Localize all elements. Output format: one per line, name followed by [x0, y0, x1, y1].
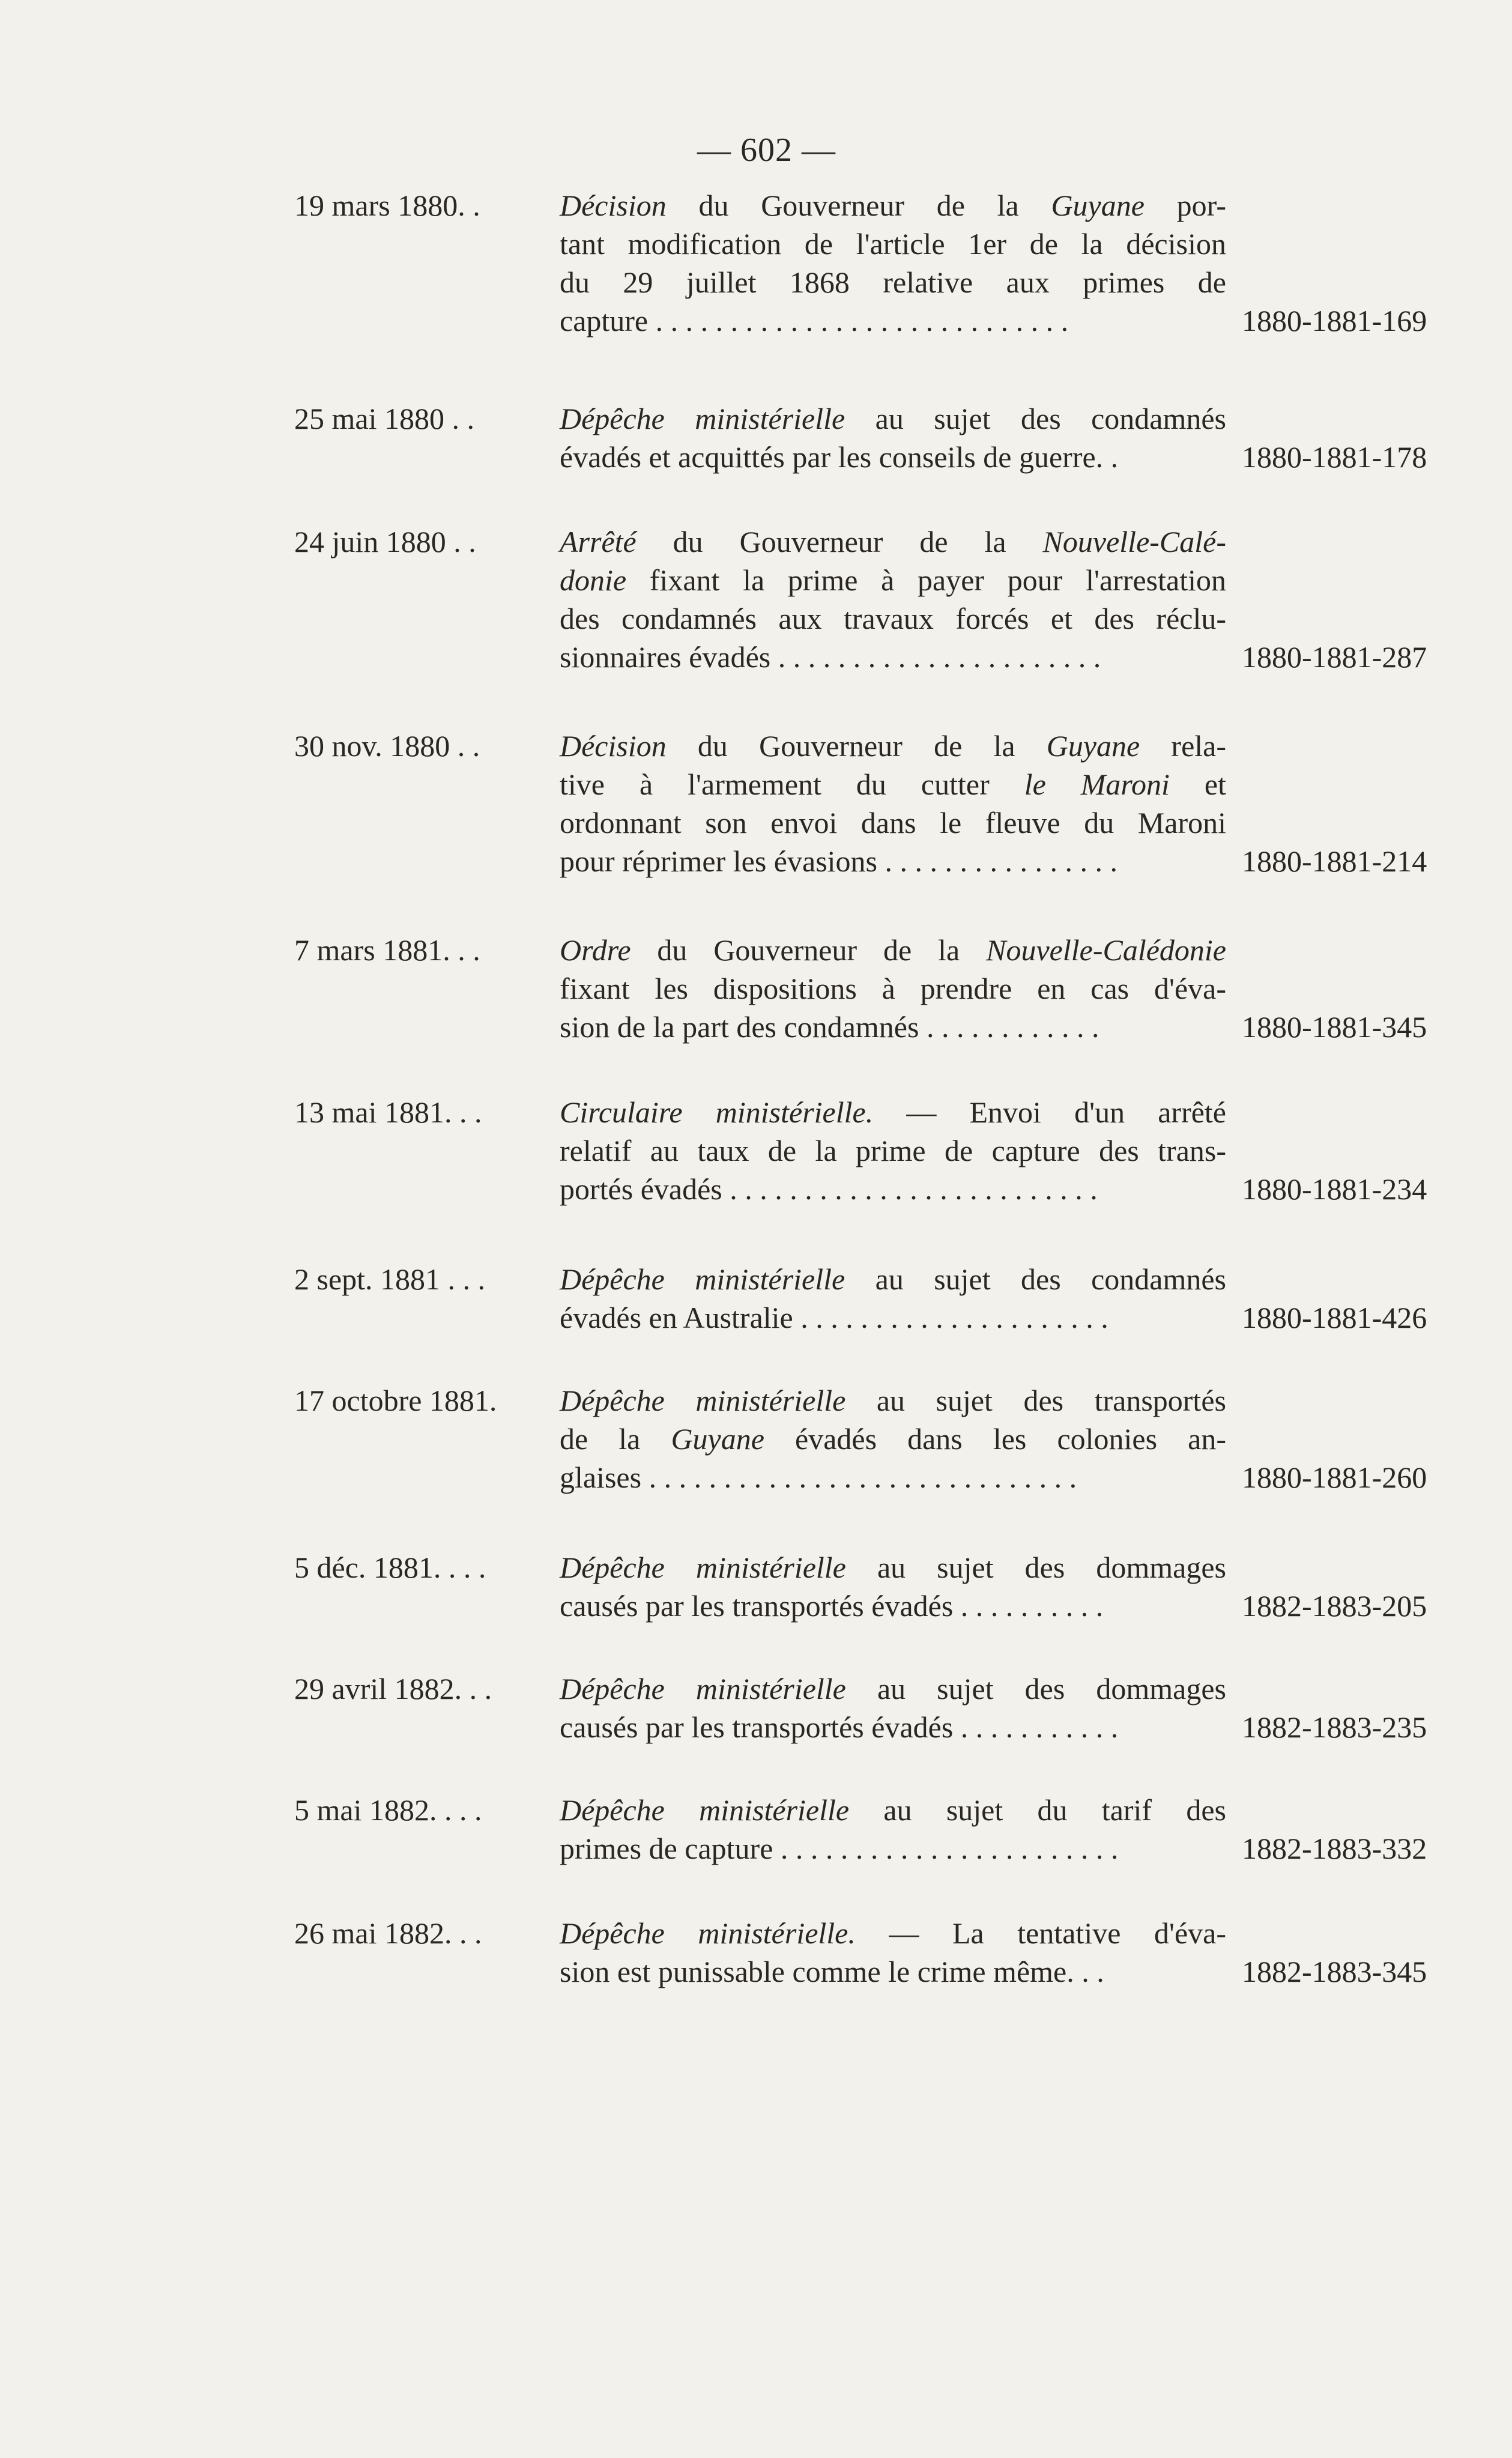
text-run: fixant la prime à payer pour l'arrestation	[626, 563, 1226, 597]
entry-reference: 1880-1881-426	[1242, 1301, 1427, 1334]
description-line	[560, 1829, 1226, 1868]
page-number-text: — 602 —	[697, 132, 836, 169]
description-line	[560, 225, 1226, 263]
italic-text: Ordre	[560, 933, 631, 967]
entry-description	[560, 1791, 1226, 1868]
italic-text: Nouvelle-Calédonie	[986, 933, 1226, 967]
text-run: évadés et acquittés par les conseils de guerre. .	[560, 440, 1119, 474]
italic-text: Guyane	[671, 1422, 764, 1456]
entry-date: 7 mars 1881. . .	[294, 933, 480, 967]
text-run: sionnaires évadés . . . . . . . . . . . . . . . . . . . . . .	[560, 640, 1101, 674]
text-run: au sujet du tarif des	[849, 1793, 1226, 1827]
italic-text: Guyane	[1046, 729, 1140, 763]
description-line	[560, 1260, 1226, 1298]
description-line	[560, 1420, 1226, 1458]
italic-text: Décision	[560, 729, 667, 763]
description-line	[560, 804, 1226, 842]
text-run: tant modification de l'article 1er de la décision	[560, 227, 1226, 261]
text-run: du Gouverneur de la	[636, 525, 1043, 558]
italic-text: Dépêche ministérielle	[560, 1384, 846, 1417]
entry-date: 5 mai 1882. . . .	[294, 1793, 482, 1827]
text-run: évadés en Australie . . . . . . . . . . . . . . . . . . . . .	[560, 1301, 1108, 1334]
entry-date: 30 nov. 1880 . .	[294, 729, 480, 763]
text-run: du Gouverneur de la	[631, 933, 987, 967]
text-run: capture . . . . . . . . . . . . . . . . . . . . . . . . . . . .	[560, 304, 1069, 338]
text-run: du Gouverneur de la	[666, 189, 1051, 222]
text-run: por-	[1144, 189, 1226, 222]
italic-text: Dépêche ministérielle	[560, 1793, 850, 1827]
italic-text: Décision	[560, 189, 667, 222]
text-run: au sujet des dommages	[845, 1551, 1226, 1584]
description-line	[560, 1914, 1226, 1952]
italic-text: Dépêche ministérielle	[560, 1672, 846, 1706]
entry-description	[560, 186, 1226, 340]
entry-reference: 1882-1883-345	[1242, 1955, 1427, 1988]
description-line	[560, 969, 1226, 1008]
description-line	[560, 1298, 1226, 1337]
entry-reference: 1882-1883-332	[1242, 1832, 1427, 1865]
entry-reference: 1880-1881-260	[1242, 1461, 1427, 1494]
text-run: pour réprimer les évasions . . . . . . . . . . . . . . . .	[560, 844, 1118, 878]
entry-description	[560, 1260, 1226, 1337]
text-run: au sujet des condamnés	[845, 402, 1226, 435]
text-run: tive à l'armement du cutter	[560, 767, 1024, 801]
entry-date: 24 juin 1880 . .	[294, 525, 476, 558]
text-run: — La tentative d'éva-	[855, 1916, 1226, 1950]
entry-date: 29 avril 1882. . .	[294, 1672, 492, 1706]
page-number	[0, 131, 1512, 169]
entry-description	[560, 399, 1226, 476]
text-run: du Gouverneur de la	[666, 729, 1047, 763]
description-line	[560, 438, 1226, 476]
description-line	[560, 599, 1226, 638]
text-run: du 29 juillet 1868 relative aux primes de	[560, 265, 1226, 299]
description-line	[560, 522, 1226, 561]
text-run: de la	[560, 1422, 671, 1456]
text-run: des condamnés aux travaux forcés et des réclu-	[560, 602, 1226, 635]
entry-reference: 1882-1883-235	[1242, 1710, 1427, 1744]
entry-description	[560, 1381, 1226, 1497]
entry-description	[560, 1548, 1226, 1625]
italic-text: Dépêche ministérielle	[560, 1551, 846, 1584]
text-run: au sujet des dommages	[845, 1672, 1226, 1706]
entry-date: 26 mai 1882. . .	[294, 1916, 482, 1950]
text-run: et	[1169, 767, 1226, 801]
italic-text: Arrêté	[560, 525, 637, 558]
entry-date: 19 mars 1880. .	[294, 189, 480, 222]
italic-text: Guyane	[1051, 189, 1145, 222]
entry-date: 2 sept. 1881 . . .	[294, 1262, 486, 1296]
entry-reference: 1880-1881-214	[1242, 844, 1427, 878]
entry-reference: 1880-1881-234	[1242, 1172, 1427, 1206]
description-line	[560, 1952, 1226, 1991]
description-line	[560, 399, 1226, 438]
italic-text: le Maroni	[1024, 767, 1170, 801]
text-run: rela-	[1140, 729, 1226, 763]
text-run: évadés dans les colonies an-	[764, 1422, 1227, 1456]
text-run: primes de capture . . . . . . . . . . . . . . . . . . . . . . .	[560, 1832, 1119, 1865]
entry-date: 13 mai 1881. . .	[294, 1095, 482, 1129]
italic-text: Circulaire ministérielle.	[560, 1095, 874, 1129]
entry-description	[560, 1669, 1226, 1746]
description-line	[560, 1008, 1226, 1046]
description-line	[560, 301, 1226, 340]
entry-reference: 1882-1883-205	[1242, 1589, 1427, 1623]
description-line	[560, 1381, 1226, 1420]
italic-text: Dépêche ministérielle.	[560, 1916, 856, 1950]
entry-description	[560, 931, 1226, 1046]
italic-text: Dépêche ministérielle	[560, 402, 845, 435]
entry-description	[560, 727, 1226, 880]
description-line	[560, 1669, 1226, 1708]
entry-reference: 1880-1881-178	[1242, 440, 1427, 474]
description-line	[560, 1587, 1226, 1625]
text-run: — Envoi d'un arrêté	[873, 1095, 1226, 1129]
text-run: relatif au taux de la prime de capture des trans-	[560, 1134, 1226, 1167]
description-line	[560, 1170, 1226, 1208]
text-run: ordonnant son envoi dans le fleuve du Maroni	[560, 806, 1226, 840]
entry-reference: 1880-1881-287	[1242, 640, 1427, 674]
text-run: portés évadés . . . . . . . . . . . . . . . . . . . . . . . . .	[560, 1172, 1098, 1206]
description-line	[560, 931, 1226, 969]
entry-reference: 1880-1881-345	[1242, 1010, 1427, 1044]
italic-text: donie	[560, 563, 627, 597]
description-line	[560, 1131, 1226, 1170]
description-line	[560, 1791, 1226, 1829]
text-run: sion est punissable comme le crime même. . .	[560, 1955, 1104, 1988]
description-line	[560, 727, 1226, 765]
text-run: causés par les transportés évadés . . . . . . . . . . .	[560, 1710, 1119, 1744]
entry-description	[560, 1914, 1226, 1991]
text-run: fixant les dispositions à prendre en cas d'éva-	[560, 972, 1226, 1005]
entry-date: 25 mai 1880 . .	[294, 402, 474, 435]
description-line	[560, 186, 1226, 225]
text-run: sion de la part des condamnés . . . . . . . . . . . .	[560, 1010, 1099, 1044]
description-line	[560, 842, 1226, 880]
description-line	[560, 1708, 1226, 1746]
description-line	[560, 765, 1226, 804]
italic-text: Dépêche ministérielle	[560, 1262, 845, 1296]
italic-text: Nouvelle-Calé-	[1042, 525, 1226, 558]
entry-date: 5 déc. 1881. . . .	[294, 1551, 486, 1584]
description-line	[560, 638, 1226, 676]
text-run: causés par les transportés évadés . . . . . . . . . .	[560, 1589, 1104, 1623]
description-line	[560, 1548, 1226, 1587]
description-line	[560, 263, 1226, 301]
description-line	[560, 1093, 1226, 1131]
entry-description	[560, 1093, 1226, 1208]
entry-date: 17 octobre 1881.	[294, 1384, 497, 1417]
entry-reference: 1880-1881-169	[1242, 304, 1427, 338]
text-run: au sujet des transportés	[845, 1384, 1226, 1417]
text-run: au sujet des condamnés	[845, 1262, 1226, 1296]
entry-description	[560, 522, 1226, 676]
text-run: glaises . . . . . . . . . . . . . . . . . . . . . . . . . . . . .	[560, 1461, 1077, 1494]
description-line	[560, 1458, 1226, 1497]
description-line	[560, 561, 1226, 599]
